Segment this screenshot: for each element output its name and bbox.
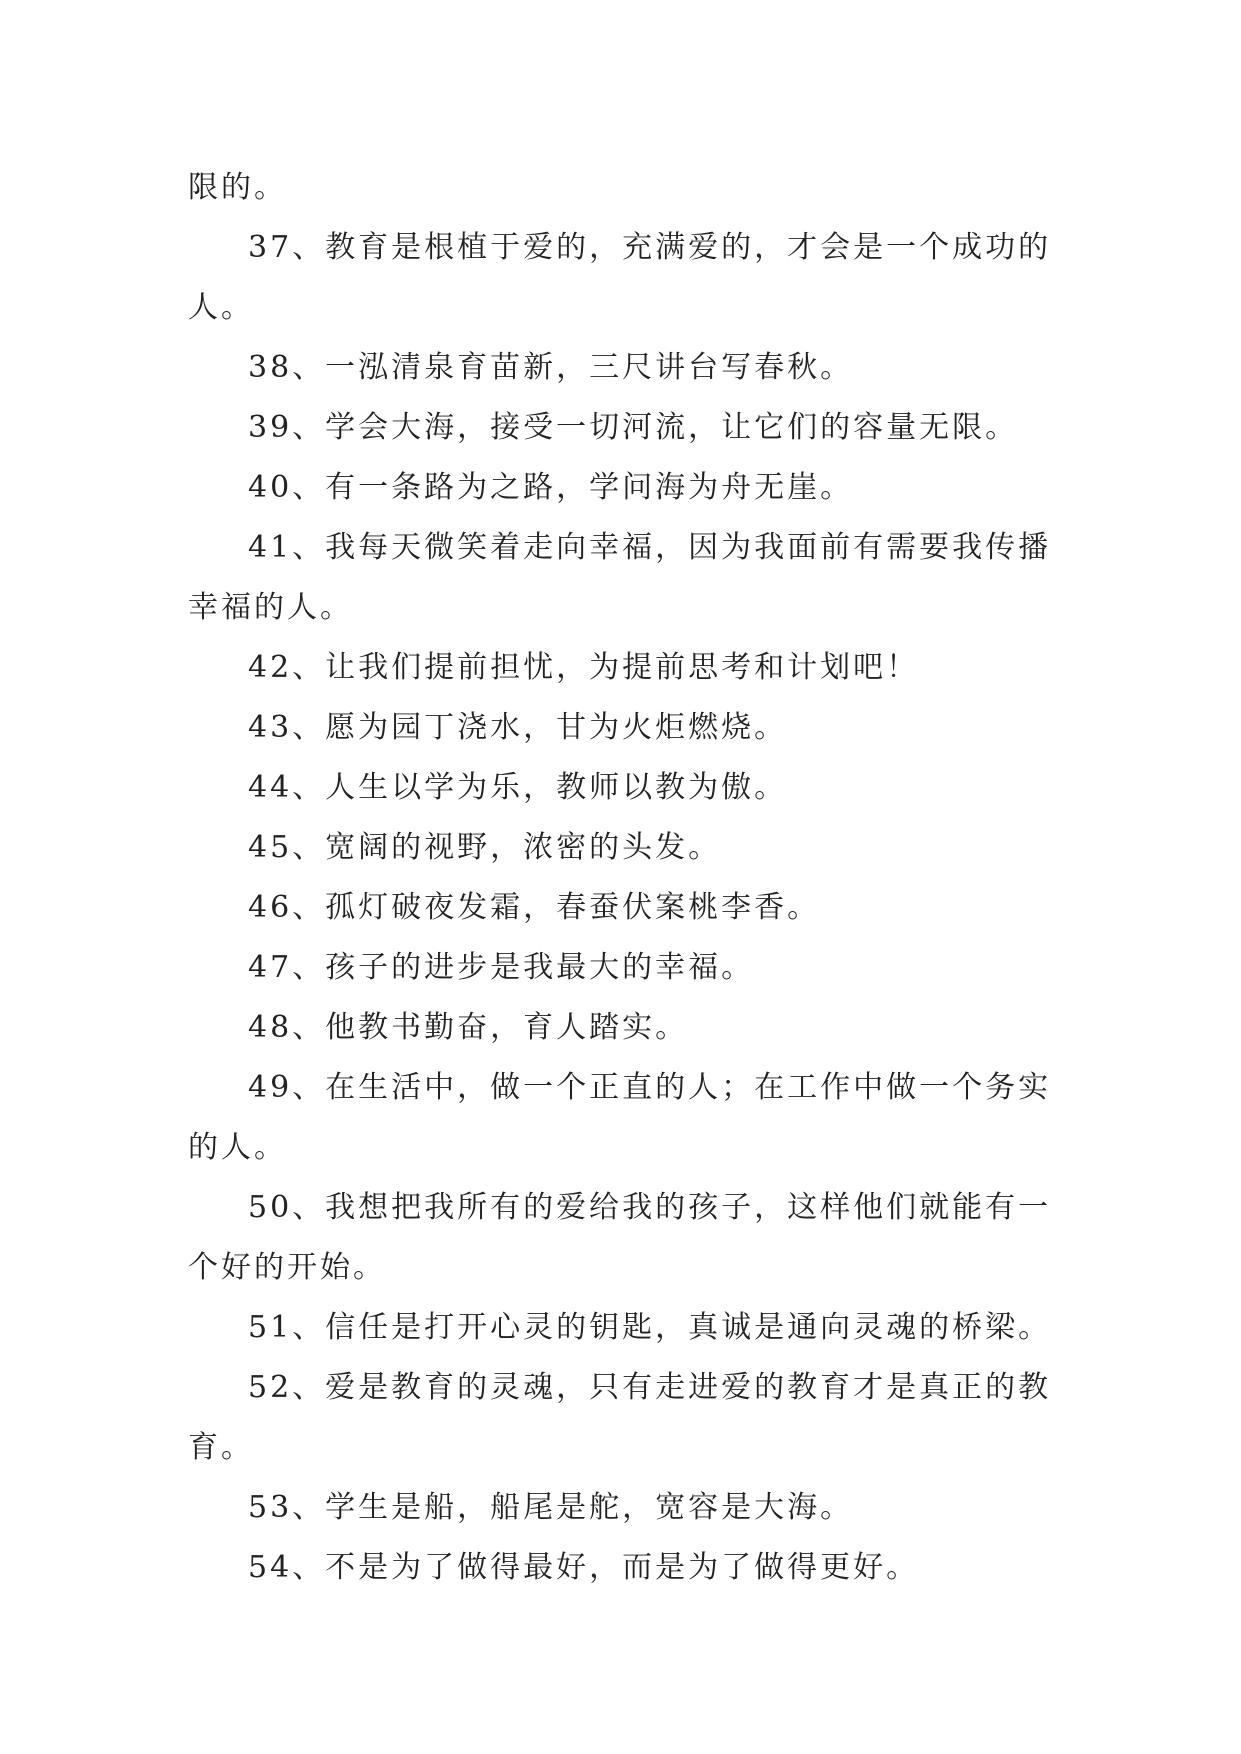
paragraph-54: 54、不是为了做得最好，而是为了做得更好。 xyxy=(248,1550,920,1585)
paragraph-41: 41、我每天微笑着走向幸福，因为我面前有需要我传播幸福的人。 xyxy=(188,530,1052,625)
paragraph-51: 51、信任是打开心灵的钥匙，真诚是通向灵魂的桥梁。 xyxy=(248,1310,1052,1345)
document-body xyxy=(188,158,1058,1598)
paragraph-44: 44、人生以学为乐，教师以教为傲。 xyxy=(248,770,788,805)
paragraph-38: 38、一泓清泉育苗新，三尺讲台写春秋。 xyxy=(248,350,854,385)
paragraph-45: 45、宽阔的视野，浓密的头发。 xyxy=(248,830,722,865)
paragraph-42: 42、让我们提前担忧，为提前思考和计划吧！ xyxy=(248,650,920,685)
paragraph-continuation: 限的。 xyxy=(188,170,287,205)
paragraph-46: 46、孤灯破夜发霜，春蚕伏案桃李香。 xyxy=(248,890,821,925)
paragraph-52: 52、爱是教育的灵魂，只有走进爱的教育才是真正的教育。 xyxy=(188,1370,1052,1465)
paragraph-47: 47、孩子的进步是我最大的幸福。 xyxy=(248,950,755,985)
paragraph-43: 43、愿为园丁浇水，甘为火炬燃烧。 xyxy=(248,710,788,745)
paragraph-50: 50、我想把我所有的爱给我的孩子，这样他们就能有一个好的开始。 xyxy=(188,1190,1052,1285)
paragraph-49: 49、在生活中，做一个正直的人；在工作中做一个务实的人。 xyxy=(188,1070,1052,1165)
paragraph-40: 40、有一条路为之路，学问海为舟无崖。 xyxy=(248,470,854,505)
paragraph-37: 37、教育是根植于爱的，充满爱的，才会是一个成功的人。 xyxy=(188,230,1052,325)
paragraph-39: 39、学会大海，接受一切河流，让它们的容量无限。 xyxy=(248,410,1019,445)
paragraph-48: 48、他教书勤奋，育人踏实。 xyxy=(248,1010,689,1045)
paragraph-53: 53、学生是船，船尾是舵，宽容是大海。 xyxy=(248,1490,854,1525)
